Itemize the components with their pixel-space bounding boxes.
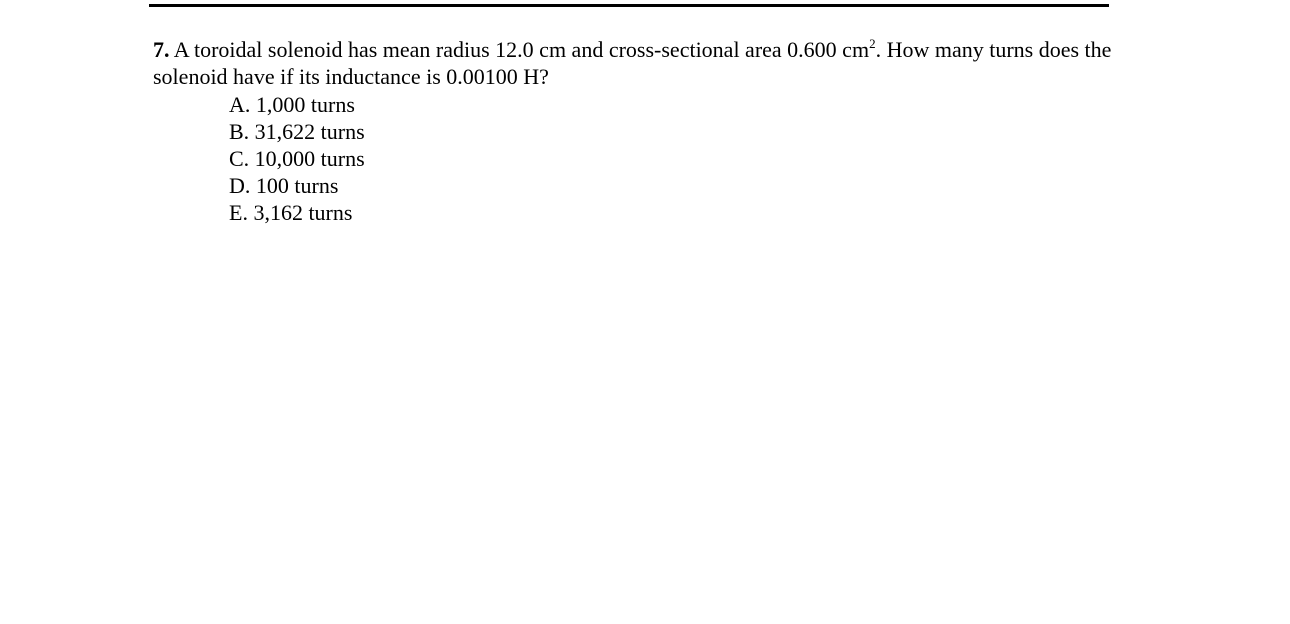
choice-e: E. 3,162 turns [229,200,353,225]
question-text-part-2: . How many turns does the solenoid have if its inductance is 0.00100 H? [153,37,1112,89]
area-exponent: 2 [869,36,876,51]
choice-d: D. 100 turns [229,173,339,198]
top-horizontal-rule [149,4,1109,7]
question-number: 7. [153,37,170,62]
choice-b: B. 31,622 turns [229,119,365,144]
question-text-part-1: A toroidal solenoid has mean radius 12.0 cm and cross-sectional area 0.600 cm [173,37,870,62]
choice-a: A. 1,000 turns [229,92,355,117]
answer-choices [229,91,365,226]
question-7 [153,36,1153,90]
choice-c: C. 10,000 turns [229,146,365,171]
